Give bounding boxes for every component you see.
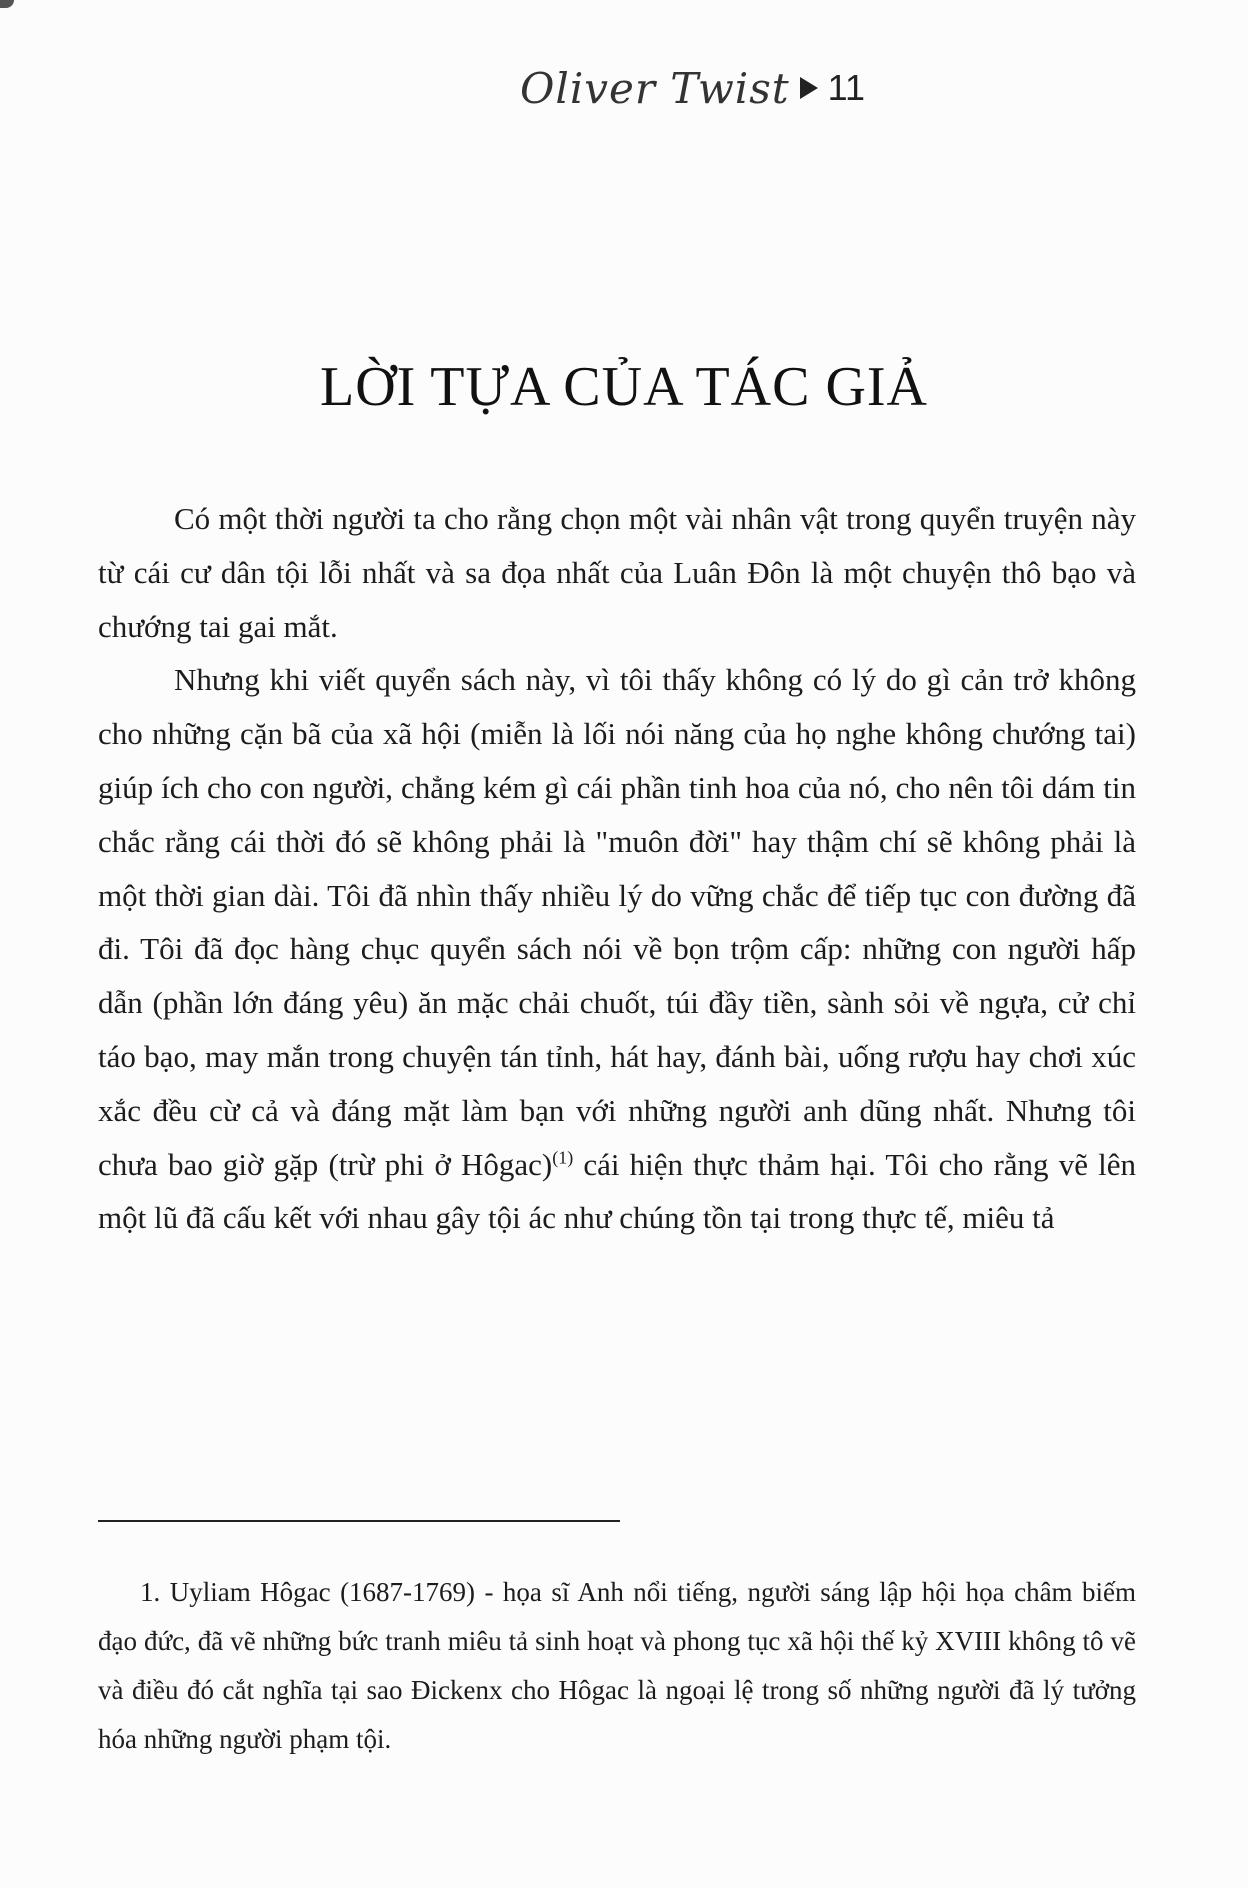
body-text [98,492,1136,1245]
running-header [520,58,865,118]
paragraph-2-continuation: cái hiện thực thảm hại. Tôi cho rằng vẽ lên một lũ đã cấu kết với nhau gây tội ác như chúng tồn tại trong thực tế, miêu tả [98,1146,1136,1236]
paragraph-1: Có một thời người ta cho rằng chọn một vài nhân vật trong quyển truyện này từ cái cư dân tội lỗi nhất và sa đọa nhất của Luân Đôn là một chuyện thô bạo và chướng tai gai mắt. [98,501,1136,644]
page-number: 11 [827,67,866,108]
footnote: 1. Uyliam Hôgac (1687-1769) - họa sĩ Anh nổi tiếng, người sáng lập hội họa châm biếm đạo đức, đã vẽ những bức tranh miêu tả sinh hoạt và phong tục xã hội thế kỷ XVIII không tô vẽ và điều đó cắt nghĩa tại sao Đickenx cho Hôgac là ngoại lệ trong số những người đã lý tưởng hóa những người phạm tội. [98,1577,1136,1754]
scan-corner-shadow [0,0,14,8]
arrow-right-icon [800,77,818,99]
chapter-title: LỜI TỰA CỦA TÁC GIẢ [320,356,928,418]
paragraph-2 [98,653,1136,1245]
paragraph-2-text: Nhưng khi viết quyển sách này, vì tôi thấy không có lý do gì cản trở không cho những cặn bã của xã hội (miễn là lối nói năng của họ nghe không chướng tai) giúp ích cho con người, chẳng kém gì cái phần tinh hoa của nó, cho nên tôi dám tin chắc rằng cái thời đó sẽ không phải là "muôn đời" hay thậm chí sẽ không phải là một thời gian dài. Tôi đã nhìn thấy nhiều lý do vững chắc để tiếp tục con đường đã đi. Tôi đã đọc hàng chục quyển sách nói về bọn trộm cấp: những con người hấp dẫn (phần lớn đáng yêu) ăn mặc chải chuốt, túi đầy tiền, sành sỏi về ngựa, cử chỉ táo bạo, may mắn trong chuyện tán tỉnh, hát hay, đánh bài, uống rượu hay chơi xúc xắc đều cừ cả và đáng mặt làm bạn với những người anh dũng nhất. Nhưng tôi chưa bao giờ gặp (trừ phi ở Hôgac) [98,662,1136,1182]
running-title: Oliver Twist [520,63,790,113]
footnote-divider [98,1520,620,1522]
footnote-marker: (1) [552,1147,574,1168]
